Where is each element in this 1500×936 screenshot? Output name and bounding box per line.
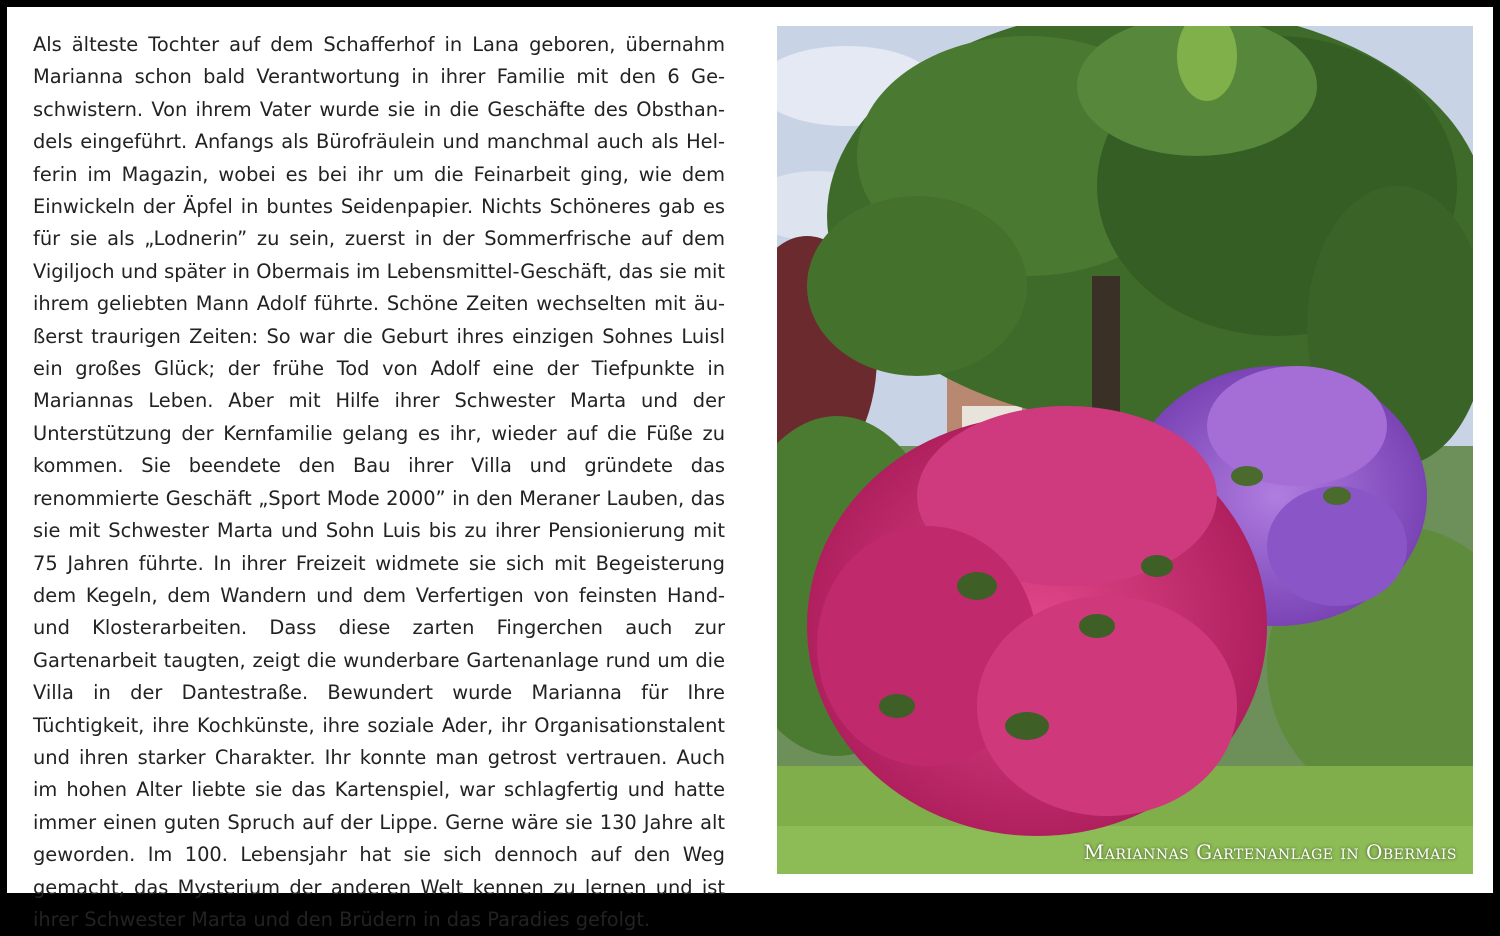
garden-illustration <box>777 26 1473 874</box>
photo-caption: Mariannas Gartenanlage in Obermais <box>1083 840 1457 864</box>
garden-photo <box>777 26 1473 874</box>
page <box>7 7 1493 931</box>
body-text: Als älteste Tochter auf dem Schafferhof in Lana geboren, übernahm Marianna schon bald Verantwortung in ihrer Familie mit den 6 Geschwistern. Von ihrem Vater wurde sie in die Geschäfte des Obsthandels eingeführt. Anfangs als Bürofräulein und manchmal auch als Helferin im Magazin, wobei es bei ihr um die Feinarbeit ging, wie dem Einwickeln der Äpfel in buntes Seidenpapier. Nichts Schöneres gab es für sie als „Lodnerin” zu sein, zuerst in der Sommerfrische auf dem Vigiljoch und später in Obermais im Lebensmittel-Geschäft, das sie mit ihrem geliebten Mann Adolf führte. Schöne Zeiten wechselten mit äußerst traurigen Zeiten: So war die Geburt ihres einzigen Sohnes Luisl ein großes Glück; der frühe Tod von Adolf eine der Tiefpunkte in Mariannas Leben. Aber mit Hilfe ihrer Schwester Marta und der Unterstützung der Kernfamilie gelang es ihr, wieder auf die Füße zu kommen. Sie beendete den Bau ihrer Villa und gründete das renommierte Geschäft „Sport Mode 2000” in den Meraner Lauben, das sie mit Schwester Marta und Sohn Luis bis zu ihrer Pensionierung mit 75 Jahren führte. In ihrer Freizeit widmete sie sich mit Begeisterung dem Kegeln, dem Wandern und dem Verfertigen von feinsten Hand- und Klosterarbeiten. Dass diese zarten Fingerchen auch zur Gartenarbeit taugten, zeigt die wunderbare Gartenanlage rund um die Villa in der Dantestraße. Bewundert wurde Marianna für Ihre Tüchtigkeit, ihre Kochkünste, ihre soziale Ader, ihr Organisationstalent und ihren starker Charakter. Ihr konnte man getrost vertrauen. Auch im hohen Alter liebte sie das Kartenspiel, war schlagfertig und hatte immer einen guten Spruch auf der Lippe. Gerne wäre sie 130 Jahre alt geworden. Im 100. Lebensjahr hat sie sich dennoch auf den Weg gemacht, das Mysterium der anderen Welt kennen zu lernen und ist ihrer Schwester Marta und den Brüdern in das Paradies gefolgt. <box>33 33 725 931</box>
